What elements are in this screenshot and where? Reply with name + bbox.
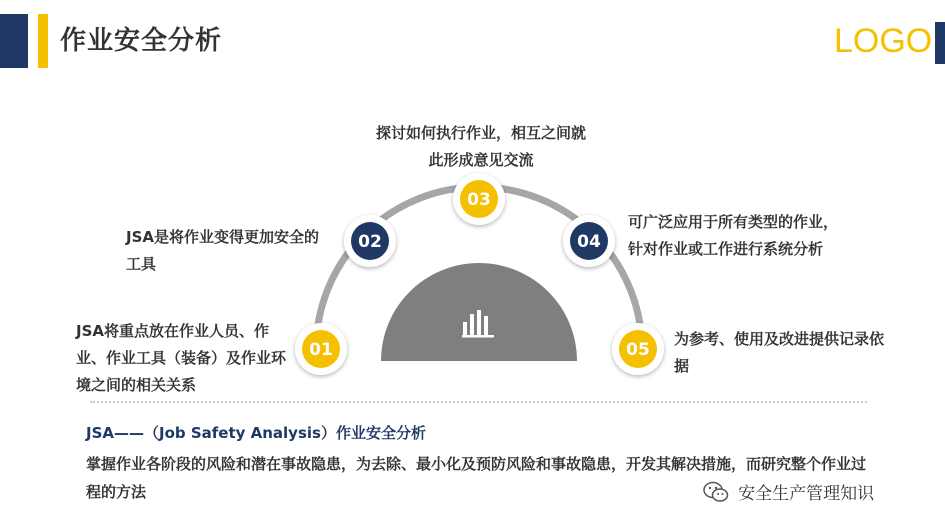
wechat-watermark [703, 479, 874, 504]
step-02-number: 02 [358, 232, 382, 252]
step-04-text: 可广泛应用于所有类型的作业，针对作业或工作进行系统分析 [628, 213, 839, 258]
wechat-account-name: 安全生产管理知识 [738, 484, 875, 504]
page-title: 作业安全分析 [60, 26, 223, 56]
step-01-number: 01 [309, 340, 333, 360]
step-05-text: 为参考、使用及改进提供记录依据 [674, 330, 885, 375]
wechat-icon [703, 481, 729, 503]
step-01-text: JSA将重点放在作业人员、作业、作业工具（装备）及作业环境之间的相关关系 [76, 322, 287, 394]
step-05-number: 05 [626, 340, 650, 360]
step-03-text: 探讨如何执行作业，相互之间就此形成意见交流 [376, 124, 587, 169]
logo: LOGO [834, 22, 933, 60]
definition-body: 掌握作业各阶段的风险和潜在事故隐患，为去除、最小化及预防风险和事故隐患，开发其解决措施，而研究整个作业过程的方法 [86, 455, 867, 501]
divider [90, 401, 867, 403]
step-05-badge [612, 323, 664, 375]
step-01-badge [295, 323, 347, 375]
step-02-badge [344, 215, 396, 267]
step-04-badge [563, 215, 615, 267]
step-03-badge [453, 173, 505, 225]
step-04-number: 04 [577, 232, 601, 252]
definition-title: JSA——（Job Safety Analysis）作业安全分析 [86, 424, 426, 442]
step-02-text: JSA是将作业变得更加安全的工具 [126, 228, 319, 273]
step-03-number: 03 [467, 190, 491, 210]
